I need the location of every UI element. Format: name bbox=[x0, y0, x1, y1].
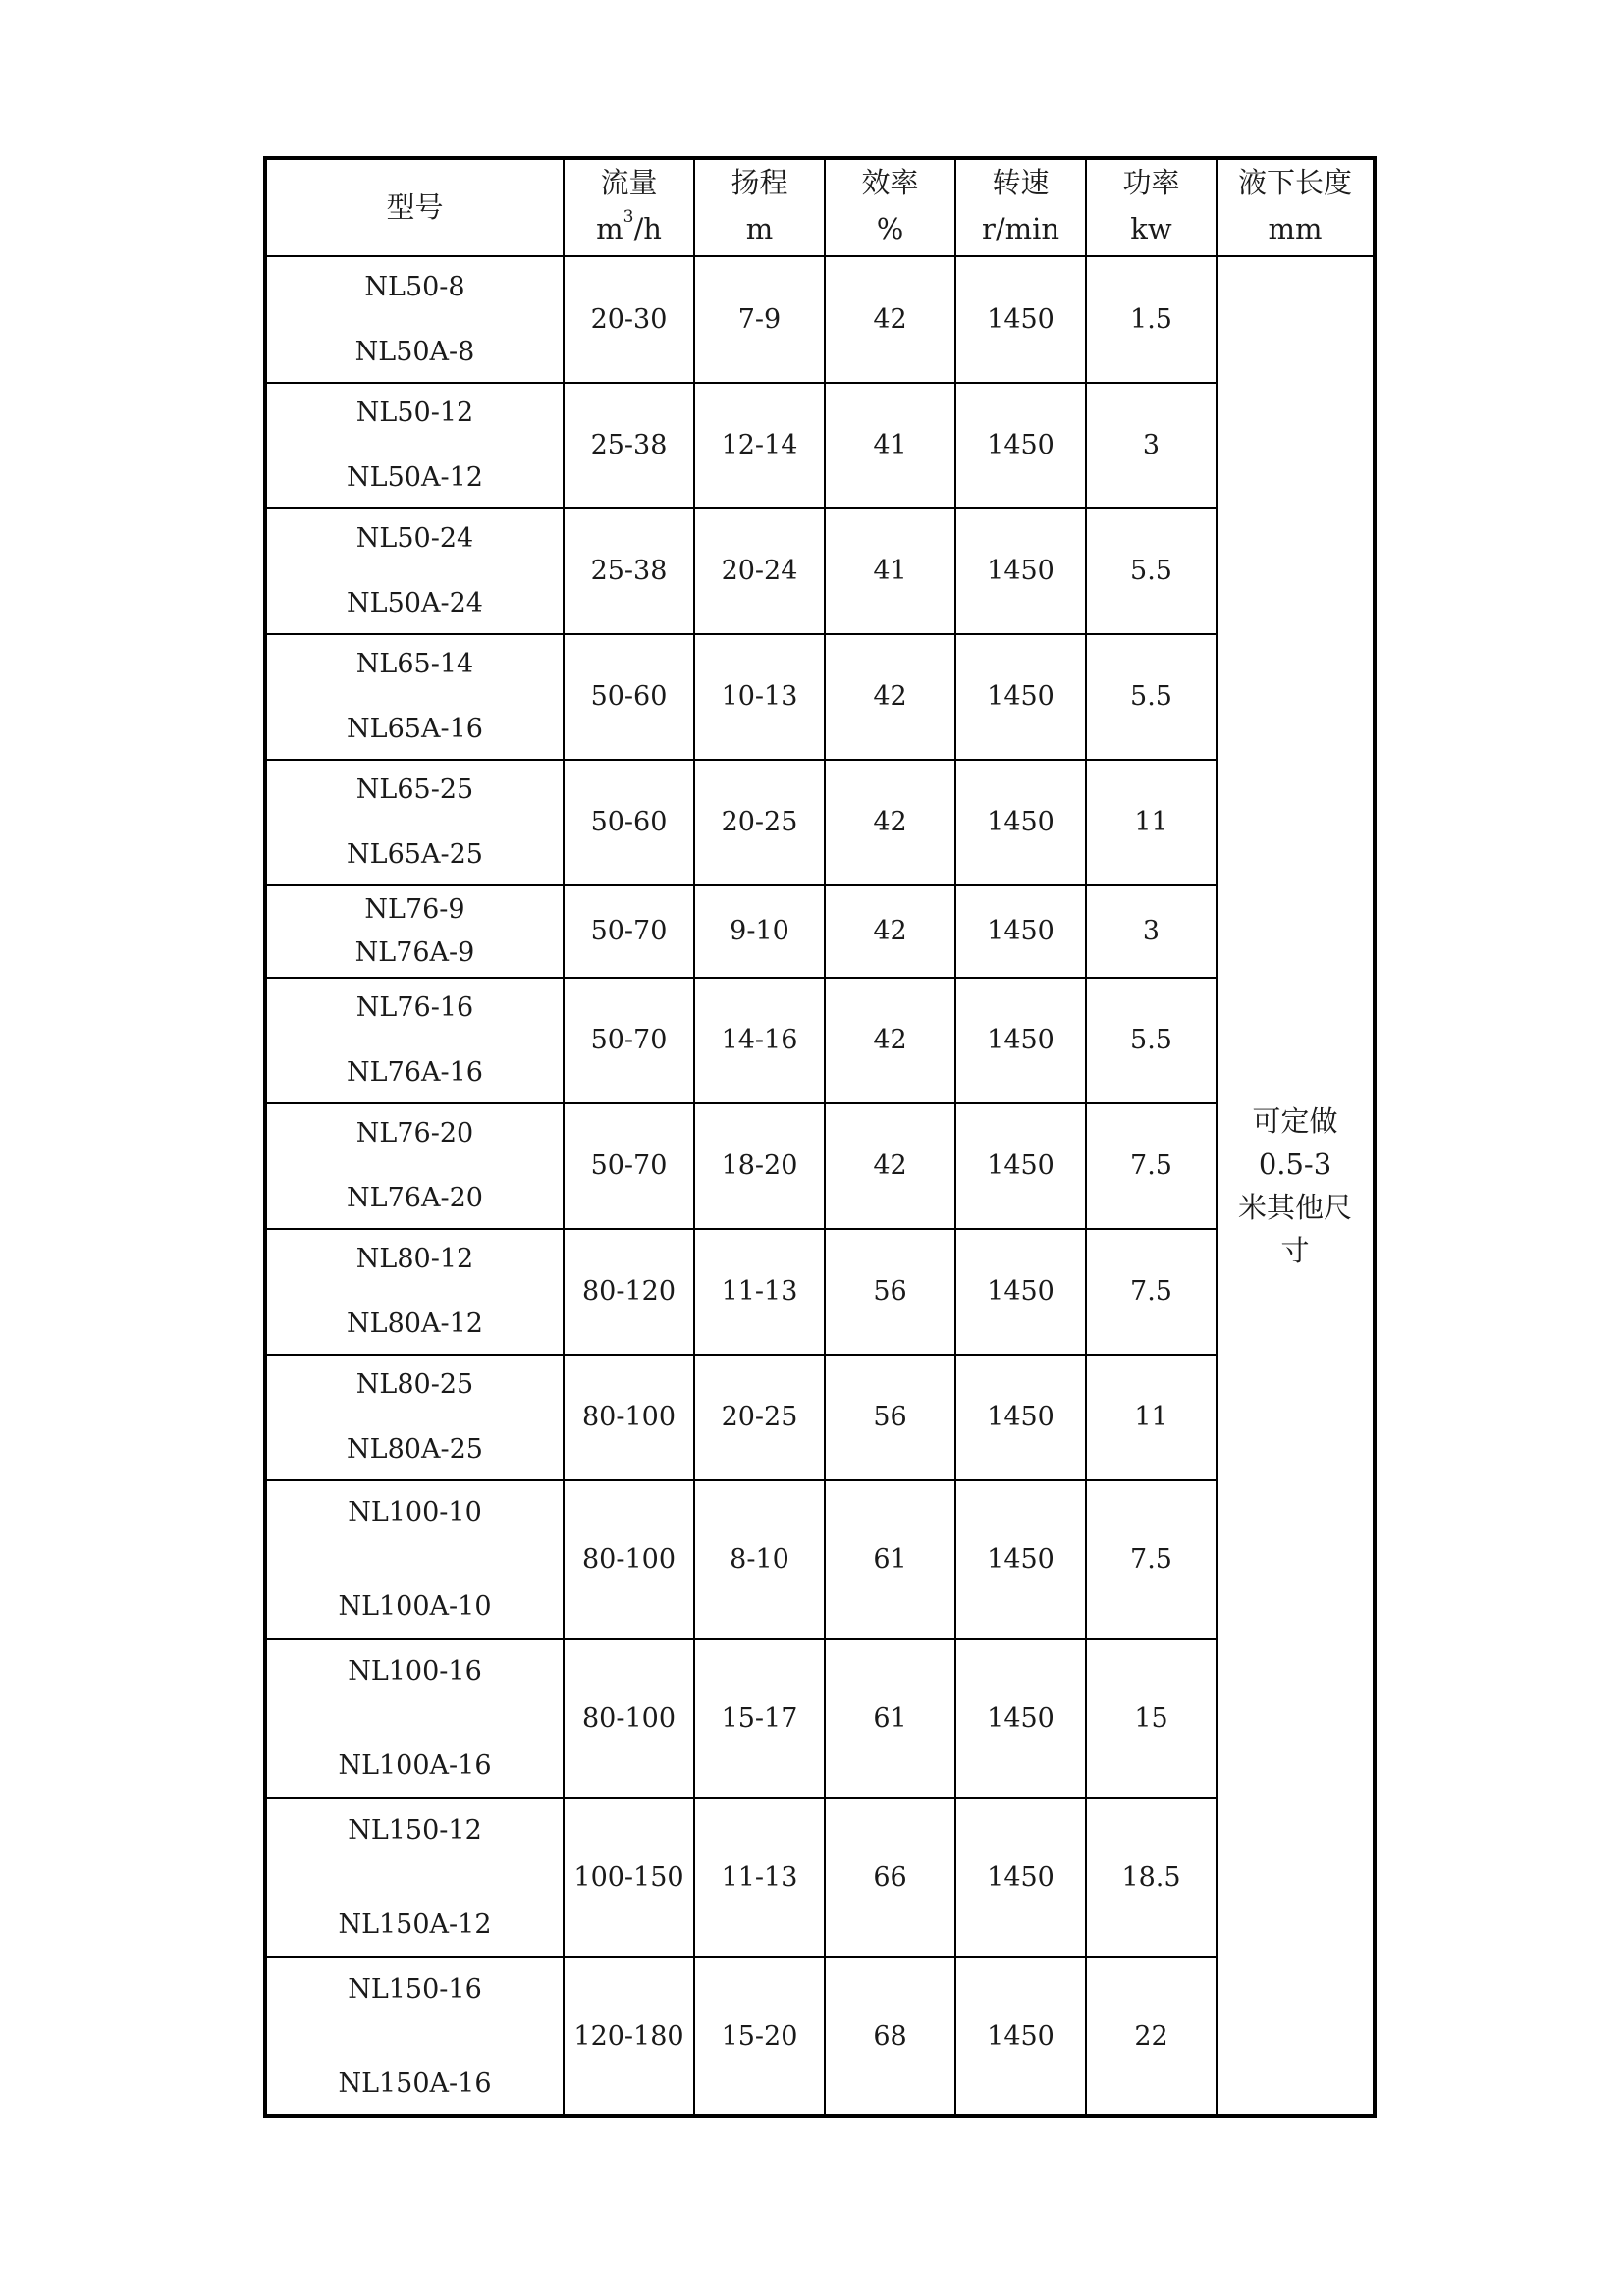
speed-cell: 1450 bbox=[955, 1355, 1086, 1480]
flow-cell: 80-120 bbox=[564, 1229, 694, 1355]
header-row bbox=[265, 158, 1375, 256]
table-row bbox=[265, 760, 1375, 885]
submerged-length-note bbox=[1217, 256, 1375, 2116]
efficiency-cell: 68 bbox=[825, 1957, 955, 2116]
flow-cell: 80-100 bbox=[564, 1639, 694, 1798]
efficiency-cell: 42 bbox=[825, 256, 955, 383]
model-cell: NL50-24 NL50A-24 bbox=[265, 508, 564, 634]
power-cell: 18.5 bbox=[1086, 1798, 1217, 1957]
header-speed: 转速 r/min bbox=[955, 158, 1086, 256]
efficiency-cell: 41 bbox=[825, 383, 955, 508]
speed-cell: 1450 bbox=[955, 1229, 1086, 1355]
model-cell: NL76-16 NL76A-16 bbox=[265, 978, 564, 1103]
table-row bbox=[265, 634, 1375, 760]
head-cell: 14-16 bbox=[694, 978, 825, 1103]
power-cell: 5.5 bbox=[1086, 978, 1217, 1103]
flow-cell: 100-150 bbox=[564, 1798, 694, 1957]
head-cell: 11-13 bbox=[694, 1229, 825, 1355]
header-flow: 流量 $m^3/h$ bbox=[564, 158, 694, 256]
model-cell: NL150-12 NL150A-12 bbox=[265, 1798, 564, 1957]
model-cell: NL65-25 NL65A-25 bbox=[265, 760, 564, 885]
model-cell: NL80-25 NL80A-25 bbox=[265, 1355, 564, 1480]
speed-cell: 1450 bbox=[955, 256, 1086, 383]
power-cell: 7.5 bbox=[1086, 1103, 1217, 1229]
pump-spec-table bbox=[263, 156, 1377, 2118]
efficiency-cell: 66 bbox=[825, 1798, 955, 1957]
model-cell: NL50-12 NL50A-12 bbox=[265, 383, 564, 508]
head-cell: 11-13 bbox=[694, 1798, 825, 1957]
table-row bbox=[265, 508, 1375, 634]
speed-cell: 1450 bbox=[955, 508, 1086, 634]
head-cell: 18-20 bbox=[694, 1103, 825, 1229]
efficiency-cell: 42 bbox=[825, 885, 955, 978]
speed-cell: 1450 bbox=[955, 978, 1086, 1103]
model-cell: NL80-12 NL80A-12 bbox=[265, 1229, 564, 1355]
power-cell: 3 bbox=[1086, 383, 1217, 508]
speed-cell: 1450 bbox=[955, 383, 1086, 508]
efficiency-cell: 56 bbox=[825, 1229, 955, 1355]
power-cell: 5.5 bbox=[1086, 634, 1217, 760]
header-model: 型号 bbox=[265, 158, 564, 256]
head-cell: 10-13 bbox=[694, 634, 825, 760]
power-cell: 3 bbox=[1086, 885, 1217, 978]
table-row bbox=[265, 1957, 1375, 2116]
model-cell: NL100-10 NL100A-10 bbox=[265, 1480, 564, 1639]
flow-cell: 80-100 bbox=[564, 1355, 694, 1480]
head-cell: 20-25 bbox=[694, 760, 825, 885]
header-submerged-length: 液下长度 mm bbox=[1217, 158, 1375, 256]
note-line: 米其他尺 bbox=[1237, 1191, 1352, 1224]
flow-cell: 50-70 bbox=[564, 885, 694, 978]
power-cell: 11 bbox=[1086, 1355, 1217, 1480]
model-cell: NL150-16 NL150A-16 bbox=[265, 1957, 564, 2116]
speed-cell: 1450 bbox=[955, 760, 1086, 885]
table-row bbox=[265, 1355, 1375, 1480]
efficiency-cell: 61 bbox=[825, 1480, 955, 1639]
header-power: 功率 kw bbox=[1086, 158, 1217, 256]
head-cell: 9-10 bbox=[694, 885, 825, 978]
note-line: 可定做 bbox=[1252, 1104, 1338, 1138]
efficiency-cell: 56 bbox=[825, 1355, 955, 1480]
efficiency-cell: 42 bbox=[825, 978, 955, 1103]
flow-cell: 20-30 bbox=[564, 256, 694, 383]
power-cell: 22 bbox=[1086, 1957, 1217, 2116]
power-cell: 7.5 bbox=[1086, 1480, 1217, 1639]
model-cell: NL76-9 NL76A-9 bbox=[265, 885, 564, 978]
efficiency-cell: 61 bbox=[825, 1639, 955, 1798]
power-cell: 11 bbox=[1086, 760, 1217, 885]
efficiency-cell: 42 bbox=[825, 1103, 955, 1229]
power-cell: 1.5 bbox=[1086, 256, 1217, 383]
speed-cell: 1450 bbox=[955, 634, 1086, 760]
note-line: 0.5-3 bbox=[1258, 1148, 1332, 1181]
efficiency-cell: 42 bbox=[825, 760, 955, 885]
table-row bbox=[265, 1480, 1375, 1639]
model-cell: NL76-20 NL76A-20 bbox=[265, 1103, 564, 1229]
speed-cell: 1450 bbox=[955, 1957, 1086, 2116]
speed-cell: 1450 bbox=[955, 885, 1086, 978]
head-cell: 12-14 bbox=[694, 383, 825, 508]
head-cell: 15-17 bbox=[694, 1639, 825, 1798]
model-cell: NL50-8 NL50A-8 bbox=[265, 256, 564, 383]
table-row bbox=[265, 885, 1375, 978]
head-cell: 8-10 bbox=[694, 1480, 825, 1639]
flow-cell: 25-38 bbox=[564, 508, 694, 634]
flow-cell: 50-60 bbox=[564, 634, 694, 760]
speed-cell: 1450 bbox=[955, 1480, 1086, 1639]
table-row bbox=[265, 1229, 1375, 1355]
flow-cell: 25-38 bbox=[564, 383, 694, 508]
flow-cell: 50-70 bbox=[564, 1103, 694, 1229]
model-cell: NL65-14 NL65A-16 bbox=[265, 634, 564, 760]
table-row bbox=[265, 1103, 1375, 1229]
header-efficiency: 效率 % bbox=[825, 158, 955, 256]
power-cell: 5.5 bbox=[1086, 508, 1217, 634]
head-cell: 15-20 bbox=[694, 1957, 825, 2116]
speed-cell: 1450 bbox=[955, 1639, 1086, 1798]
efficiency-cell: 42 bbox=[825, 634, 955, 760]
flow-cell: 80-100 bbox=[564, 1480, 694, 1639]
head-cell: 20-24 bbox=[694, 508, 825, 634]
flow-cell: 50-70 bbox=[564, 978, 694, 1103]
speed-cell: 1450 bbox=[955, 1798, 1086, 1957]
flow-cell: 50-60 bbox=[564, 760, 694, 885]
flow-cell: 120-180 bbox=[564, 1957, 694, 2116]
table-row bbox=[265, 1798, 1375, 1957]
table-row bbox=[265, 1639, 1375, 1798]
table-row bbox=[265, 978, 1375, 1103]
head-cell: 7-9 bbox=[694, 256, 825, 383]
header-head: 扬程 m bbox=[694, 158, 825, 256]
power-cell: 7.5 bbox=[1086, 1229, 1217, 1355]
efficiency-cell: 41 bbox=[825, 508, 955, 634]
table-row bbox=[265, 256, 1375, 383]
head-cell: 20-25 bbox=[694, 1355, 825, 1480]
table-row bbox=[265, 383, 1375, 508]
note-line: 寸 bbox=[1280, 1234, 1310, 1267]
power-cell: 15 bbox=[1086, 1639, 1217, 1798]
model-cell: NL100-16 NL100A-16 bbox=[265, 1639, 564, 1798]
speed-cell: 1450 bbox=[955, 1103, 1086, 1229]
